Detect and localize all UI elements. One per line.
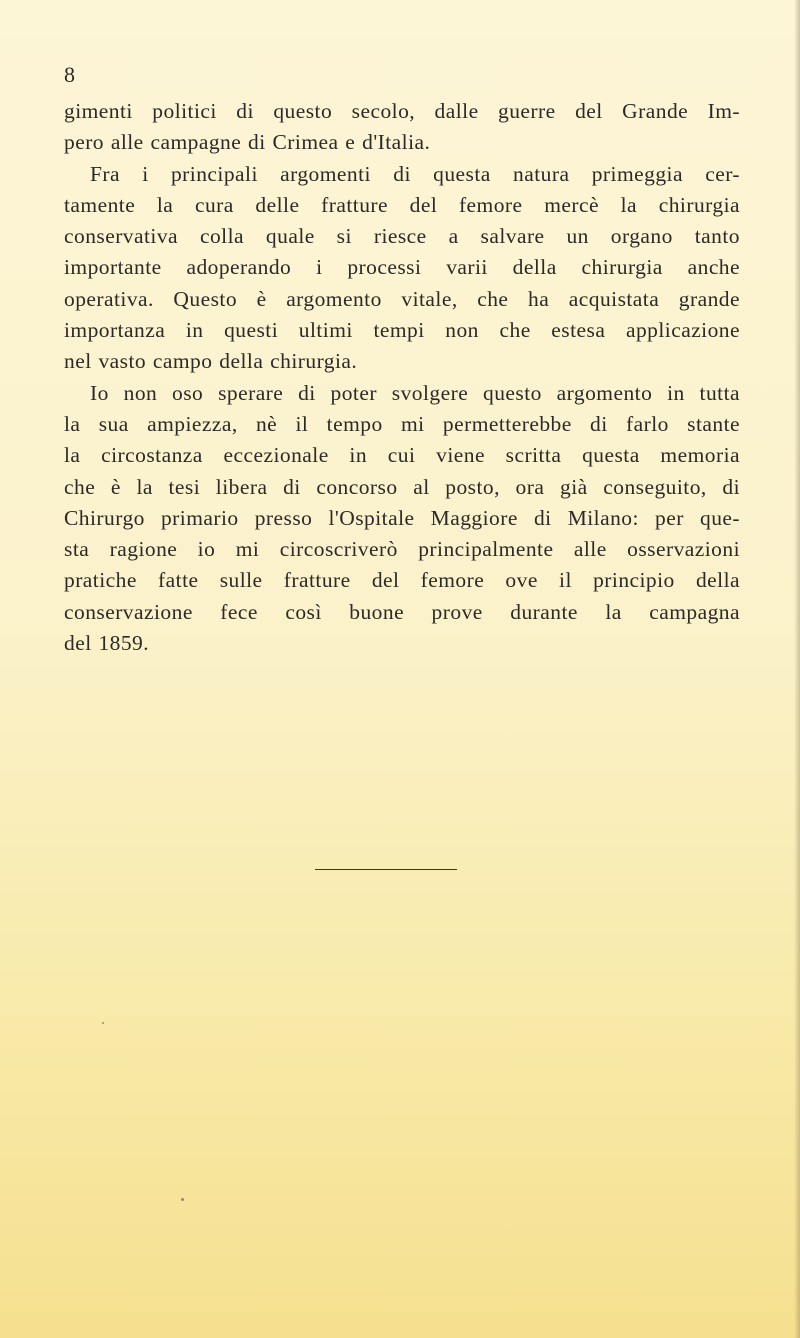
text-line: che è la tesi libera di concorso al posto, ora già conseguito, di (64, 474, 740, 499)
text-line: Chirurgo primario presso l'Ospitale Maggiore di Milano: per que- (64, 505, 740, 530)
page-edge-shadow (794, 0, 800, 1338)
text-line: gimenti politici di questo secolo, dalle guerre del Grande Im- (64, 99, 740, 123)
text-line: conservativa colla quale si riesce a salvare un organo tanto (64, 224, 740, 249)
section-divider-rule (315, 869, 457, 870)
text-line: conservazione fece così buone prove durante la campagna (64, 599, 740, 624)
text-line: pratiche fatte sulle fratture del femore ove il principio della (64, 568, 740, 593)
text-line: la sua ampiezza, nè il tempo mi permetterebbe di farlo stante (64, 411, 740, 436)
paper-speck (102, 1022, 104, 1024)
body-text (64, 96, 740, 659)
text-line: tamente la cura delle fratture del femore mercè la chirurgia (64, 192, 740, 217)
page-number: 8 (64, 62, 76, 87)
text-line: del 1859. (64, 631, 150, 656)
text-line: nel vasto campo della chirurgia. (64, 349, 358, 374)
text-line: la circostanza eccezionale in cui viene scritta questa memoria (64, 443, 740, 468)
text-line: importante adoperando i processi varii della chirurgia anche (64, 255, 740, 280)
text-line: Fra i principali argomenti di questa natura primeggia cer- (90, 161, 740, 186)
paper-speck (181, 1198, 184, 1201)
text-line: pero alle campagne di Crimea e d'Italia. (64, 130, 431, 155)
text-line: sta ragione io mi circoscriverò principalmente alle osservazioni (64, 537, 740, 562)
text-line: Io non oso sperare di poter svolgere questo argomento in tutta (90, 380, 740, 405)
text-line: importanza in questi ultimi tempi non che estesa applicazione (64, 318, 740, 343)
text-line: operativa. Questo è argomento vitale, che ha acquistata grande (64, 286, 740, 311)
